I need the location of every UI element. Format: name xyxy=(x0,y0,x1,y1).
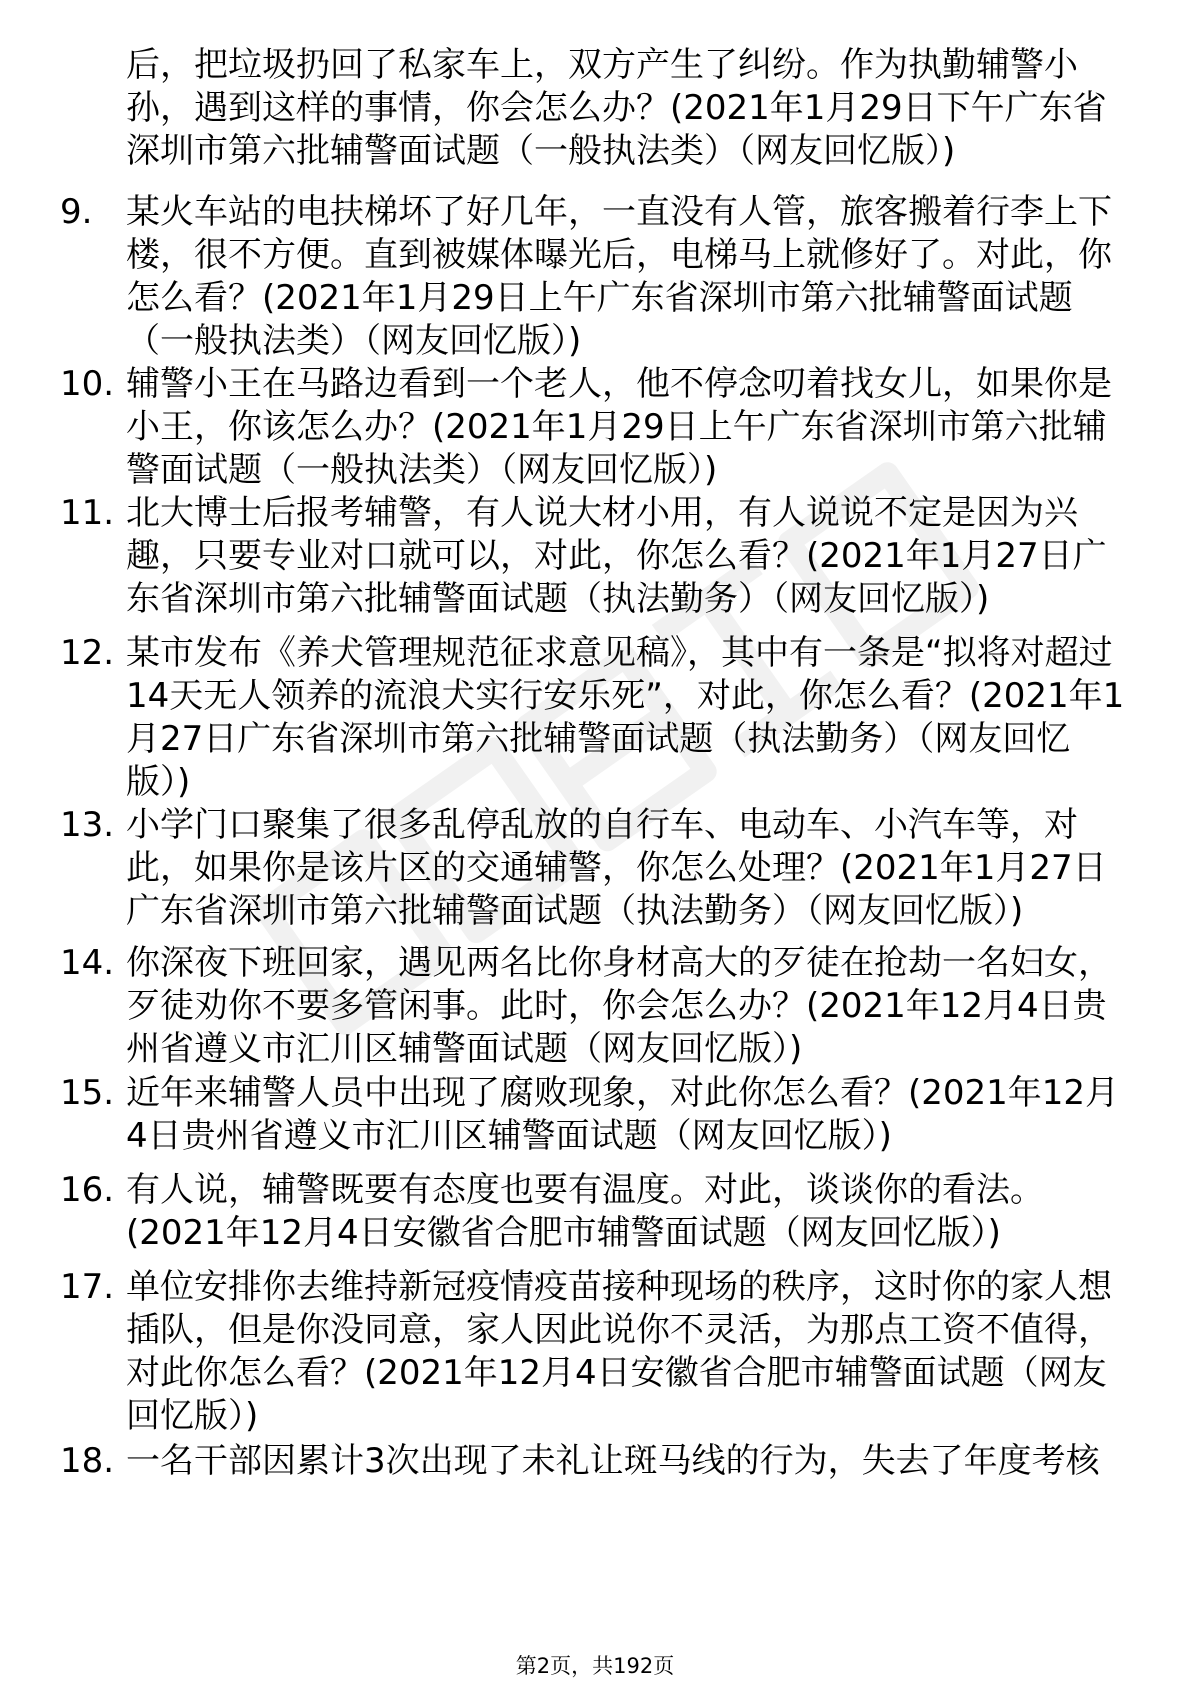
question-text: 小学门口聚集了很多乱停乱放的自行车、电动车、小汽车等，对此，如果你是该片区的交通辅警，你怎么处理？(2021年1月27日广东省深圳市第六批辅警面试题（执法勤务）（网友回忆版）) xyxy=(126,805,1107,931)
question-text: 你深夜下班回家，遇见两名比你身材高大的歹徒在抢劫一名妇女，歹徒劝你不要多管闲事。此时，你会怎么办？(2021年12月4日贵州省遵义市汇川区辅警面试题（网友回忆版）) xyxy=(126,943,1112,1069)
question-number: 12. xyxy=(60,633,115,673)
question-text: 某市发布《养犬管理规范征求意见稿》，其中有一条是“拟将对超过14天无人领养的流浪犬实行安乐死”，对此，你怎么看？(2021年1月27日广东省深圳市第六批辅警面试题（执法勤务）（网友回忆版）) xyxy=(126,633,1125,802)
question-number: 9. xyxy=(60,192,93,232)
question-text: 某火车站的电扶梯坏了好几年，一直没有人管，旅客搬着行李上下楼，很不方便。直到被媒体曝光后，电梯马上就修好了。对此，你怎么看？(2021年1月29日上午广东省深圳市第六批辅警面试题（一般执法类）（网友回忆版）) xyxy=(126,192,1112,361)
question-number: 10. xyxy=(60,364,115,404)
question-text: 有人说，辅警既要有态度也要有温度。对此，谈谈你的看法。(2021年12月4日安徽省合肥市辅警面试题（网友回忆版）) xyxy=(126,1170,1044,1253)
question-text: 北大博士后报考辅警，有人说大材小用，有人说说不定是因为兴趣，只要专业对口就可以，对此，你怎么看？(2021年1月27日广东省深圳市第六批辅警面试题（执法勤务）（网友回忆版）) xyxy=(126,493,1107,619)
question-number: 15. xyxy=(60,1073,115,1113)
question-number: 18. xyxy=(60,1441,115,1481)
page-footer: 第2页，共192页 xyxy=(515,1654,675,1678)
question-text: 一名干部因累计3次出现了未礼让斑马线的行为，失去了年度考核 xyxy=(126,1441,1100,1481)
question-text: 辅警小王在马路边看到一个老人，他不停念叨着找女儿，如果你是小王，你该怎么办？(2021年1月29日上午广东省深圳市第六批辅警面试题（一般执法类）（网友回忆版）) xyxy=(126,364,1112,490)
continued-question-text: 后，把垃圾扔回了私家车上，双方产生了纠纷。作为执勤辅警小孙，遇到这样的事情，你会怎么办？(2021年1月29日下午广东省深圳市第六批辅警面试题（一般执法类）（网友回忆版）) xyxy=(126,45,1107,171)
question-number: 13. xyxy=(60,805,115,845)
question-number: 16. xyxy=(60,1170,115,1210)
question-number: 17. xyxy=(60,1267,115,1307)
question-text: 近年来辅警人员中出现了腐败现象，对此你怎么看？(2021年12月4日贵州省遵义市汇川区辅警面试题（网友回忆版）) xyxy=(126,1073,1120,1156)
question-number: 14. xyxy=(60,943,115,983)
question-text: 单位安排你去维持新冠疫情疫苗接种现场的秩序，这时你的家人想插队，但是你没同意，家人因此说你不灵活，为那点工资不值得，对此你怎么看？(2021年12月4日安徽省合肥市辅警面试题（网友回忆版）) xyxy=(126,1267,1112,1436)
question-number: 11. xyxy=(60,493,115,533)
